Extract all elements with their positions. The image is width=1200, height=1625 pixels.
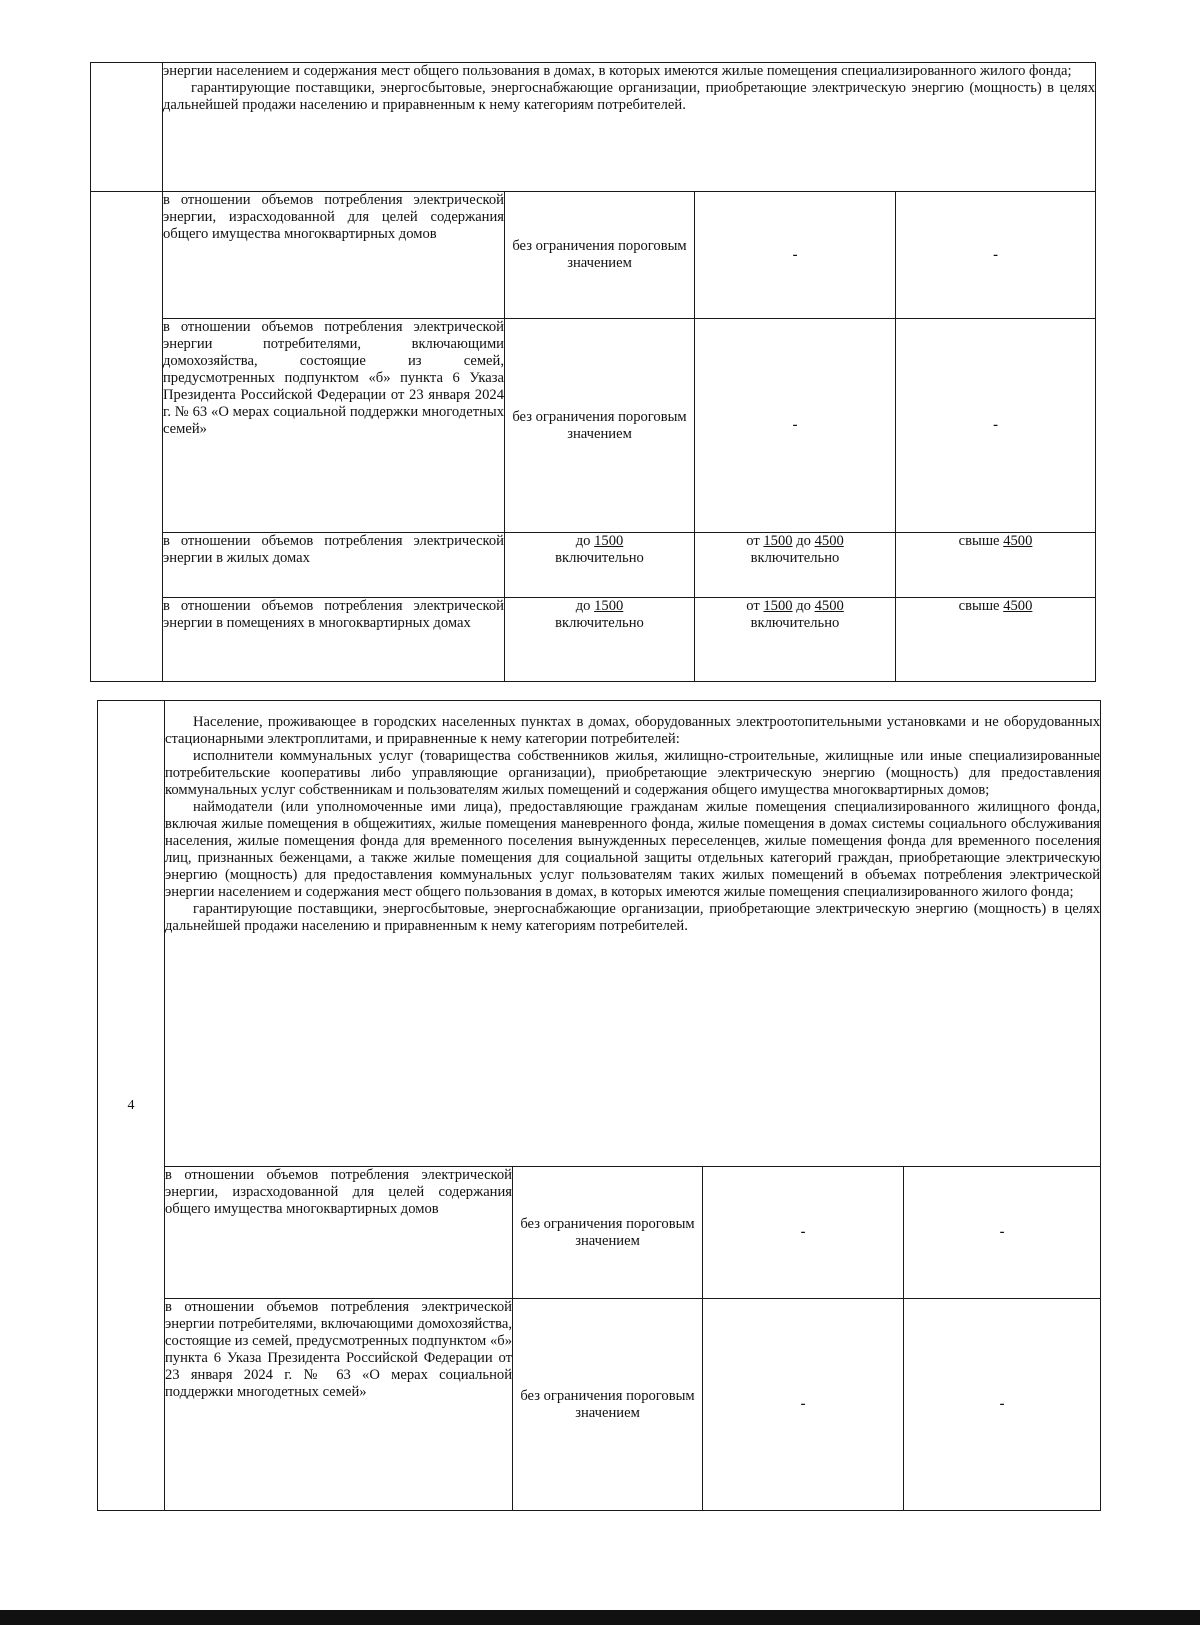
table-row — [98, 1167, 1101, 1299]
row-index-cell — [91, 63, 163, 192]
category-description — [165, 701, 1101, 1167]
range-1-value: без ограничения пороговым значением — [513, 1167, 703, 1299]
tariff-table-bottom — [97, 700, 1101, 1511]
table-row — [98, 701, 1101, 1167]
volume-label: в отношении объемов потребления электрической энергии потребителями, включающими домохозяйства, состоящие из семей, предусмотренных подпунктом «б» пункта 6 Указа Президента Российской Федерации от 23 января 2024 г. № 63 «О мерах социальной поддержки многодетных семей» — [165, 1299, 513, 1511]
range-3-value: - — [904, 1167, 1101, 1299]
range-2-value: - — [695, 319, 896, 533]
description-paragraph: Население, проживающее в городских населенных пунктах в домах, оборудованных электроотопительными установками и не оборудованных стационарными электроплитами, и приравненные к нему категории потребителей: — [165, 714, 1101, 747]
description-paragraph: энергии населением и содержания мест общего пользования в домах, в которых имеются жилые помещения специализированного жилого фонда; — [163, 63, 1072, 79]
volume-label: в отношении объемов потребления электрической энергии, израсходованной для целей содержания общего имущества многоквартирных домов — [165, 1167, 513, 1299]
table-row — [98, 1299, 1101, 1511]
volume-label: в отношении объемов потребления электрической энергии в жилых домах — [163, 533, 505, 598]
table-row — [91, 63, 1096, 192]
tariff-table-top — [90, 62, 1096, 682]
table-row — [91, 533, 1096, 598]
range-3-value: свыше 4500 — [896, 598, 1096, 682]
volume-label: в отношении объемов потребления электрической энергии потребителями, включающими домохозяйства, состоящие из семей, предусмотренных подпунктом «б» пункта 6 Указа Президента Российской Федерации от 23 января 2024 г. № 63 «О мерах социальной поддержки многодетных семей» — [163, 319, 505, 533]
range-1-value: без ограничения пороговым значением — [505, 192, 695, 319]
range-2-value: - — [695, 192, 896, 319]
description-paragraph: исполнители коммунальных услуг (товарищества собственников жилья, жилищно-строительные, жилищные или иные специализированные потребительские кооперативы либо управляющие организации), приобретающие электрическую энергию (мощность) для предоставления коммунальных услуг собственникам и пользователям жилых помещений и содержания общего имущества многоквартирных домов; — [165, 748, 1101, 798]
description-paragraph: наймодатели (или уполномоченные ими лица), предоставляющие гражданам жилые помещения специализированного жилищного фонда, включая жилые помещения в общежитиях, жилые помещения маневренного фонда, жилые помещения в домах системы социального обслуживания населения, жилые помещения фонда для временного поселения вынужденных переселенцев, жилые помещения фонда для временного поселения лиц, признанных беженцами, а также жилые помещения для социальной защиты отдельных категорий граждан, приобретающие электрическую энергию (мощность) для предоставления коммунальных услуг пользователям таких жилых помещений в объемах потребления электрической энергии населением и содержания мест общего пользования в домах, в которых имеются жилые помещения специализированного жилого фонда; — [165, 799, 1101, 900]
table-row — [91, 192, 1096, 319]
volume-label: в отношении объемов потребления электрической энергии в помещениях в многоквартирных домах — [163, 598, 505, 682]
range-2-value: - — [703, 1167, 904, 1299]
range-2-value: - — [703, 1299, 904, 1511]
range-1-value: до 1500 включительно — [505, 533, 695, 598]
category-description — [163, 63, 1096, 192]
table-row — [91, 319, 1096, 533]
scan-edge-bar — [0, 1610, 1200, 1625]
range-1-value: без ограничения пороговым значением — [513, 1299, 703, 1511]
range-2-value: от 1500 до 4500 включительно — [695, 533, 896, 598]
range-3-value: - — [896, 192, 1096, 319]
range-2-value: от 1500 до 4500 включительно — [695, 598, 896, 682]
row-index-cell: 4 — [98, 701, 165, 1511]
table-row — [91, 598, 1096, 682]
range-3-value: свыше 4500 — [896, 533, 1096, 598]
description-paragraph: гарантирующие поставщики, энергосбытовые, энергоснабжающие организации, приобретающие электрическую энергию (мощность) в целях дальнейшей продажи населению и приравненным к нему категориям потребителей. — [163, 80, 1096, 113]
row-index-cell — [91, 192, 163, 682]
description-paragraph: гарантирующие поставщики, энергосбытовые, энергоснабжающие организации, приобретающие электрическую энергию (мощность) в целях дальнейшей продажи населению и приравненным к нему категориям потребителей. — [165, 901, 1101, 934]
volume-label: в отношении объемов потребления электрической энергии, израсходованной для целей содержания общего имущества многоквартирных домов — [163, 192, 505, 319]
range-1-value: без ограничения пороговым значением — [505, 319, 695, 533]
range-3-value: - — [904, 1299, 1101, 1511]
range-3-value: - — [896, 319, 1096, 533]
range-1-value: до 1500 включительно — [505, 598, 695, 682]
